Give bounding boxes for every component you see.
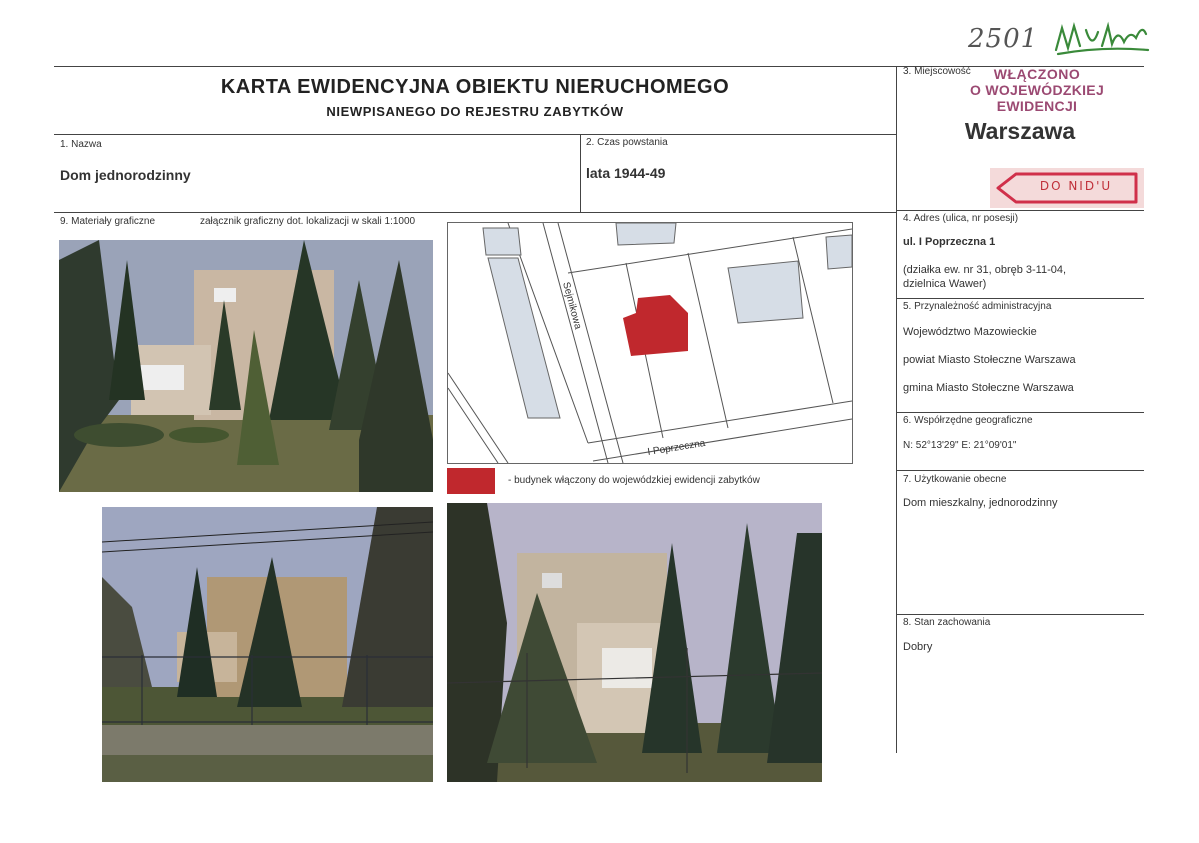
right-border-7 <box>896 470 1144 471</box>
legend-swatch <box>447 468 495 494</box>
adres-value: ul. I Poprzeczna 1 <box>903 236 996 248</box>
miejscowosc-value: Warszawa <box>964 118 1076 144</box>
przynaleznosc-line-3: gmina Miasto Stołeczne Warszawa <box>903 382 1074 394</box>
row-border-2 <box>54 212 896 213</box>
adres-note-2: dzielnica Wawer) <box>903 278 987 290</box>
page-title: KARTA EWIDENCYJNA OBIEKTU NIERUCHOMEGO <box>220 76 730 98</box>
stan-value: Dobry <box>903 641 933 653</box>
uzytkowanie-value: Dom mieszkalny, jednorodzinny <box>903 497 1058 509</box>
adres-note-1: (działka ew. nr 31, obręb 3-11-04, <box>903 264 1067 276</box>
photo-house-side <box>447 503 822 782</box>
right-border-6 <box>896 412 1144 413</box>
row-border-1 <box>54 134 896 135</box>
przynaleznosc-label: 5. Przynależność administracyjna <box>903 301 1052 312</box>
photo-house-fence <box>102 507 433 782</box>
red-tag-label: DO NID'U <box>1039 179 1113 193</box>
stamp-line-2: O WOJEWÓDZKIEJ EWIDENCJI <box>969 82 1105 114</box>
map-street-label-2: I Poprzeczna <box>646 437 707 458</box>
red-tag <box>990 168 1144 208</box>
nazwa-value: Dom jednorodzinny <box>60 167 191 183</box>
uzytkowanie-label: 7. Użytkowanie obecne <box>903 474 1007 485</box>
legend-text: - budynek włączony do wojewódzkiej ewidencji zabytków <box>508 475 760 486</box>
handwritten-number: 2501 <box>968 24 1039 54</box>
czas-value: lata 1944-49 <box>586 165 666 181</box>
location-map <box>447 222 853 464</box>
stamp-line-1: WŁĄCZONO <box>993 66 1081 82</box>
right-border-4 <box>896 210 1144 211</box>
map-street-label-1: Sejmikowa <box>560 280 584 331</box>
przynaleznosc-line-1: Województwo Mazowieckie <box>903 326 1037 338</box>
right-border-8 <box>896 614 1144 615</box>
wspolrzedne-label: 6. Współrzędne geograficzne <box>903 415 1033 426</box>
wspolrzedne-value: N: 52°13'29" E: 21°09'01" <box>903 440 1017 451</box>
miejscowosc-label: 3. Miejscowość <box>903 66 971 77</box>
right-border-5 <box>896 298 1144 299</box>
photo-house-front <box>59 240 433 492</box>
stan-label: 8. Stan zachowania <box>903 617 991 628</box>
czas-label: 2. Czas powstania <box>586 137 668 148</box>
materialy-note: załącznik graficzny dot. lokalizacji w skali 1:1000 <box>200 216 416 227</box>
nazwa-label: 1. Nazwa <box>60 139 102 150</box>
adres-label: 4. Adres (ulica, nr posesji) <box>903 213 1019 224</box>
przynaleznosc-line-2: powiat Miasto Stołeczne Warszawa <box>903 354 1076 366</box>
col-divider-1 <box>580 134 581 212</box>
signature <box>1052 20 1152 65</box>
stamp <box>930 66 1144 114</box>
right-column-border <box>896 66 897 753</box>
materialy-label: 9. Materiały graficzne <box>60 216 156 227</box>
page-subtitle: NIEWPISANEGO DO REJESTRU ZABYTKÓW <box>326 104 624 119</box>
